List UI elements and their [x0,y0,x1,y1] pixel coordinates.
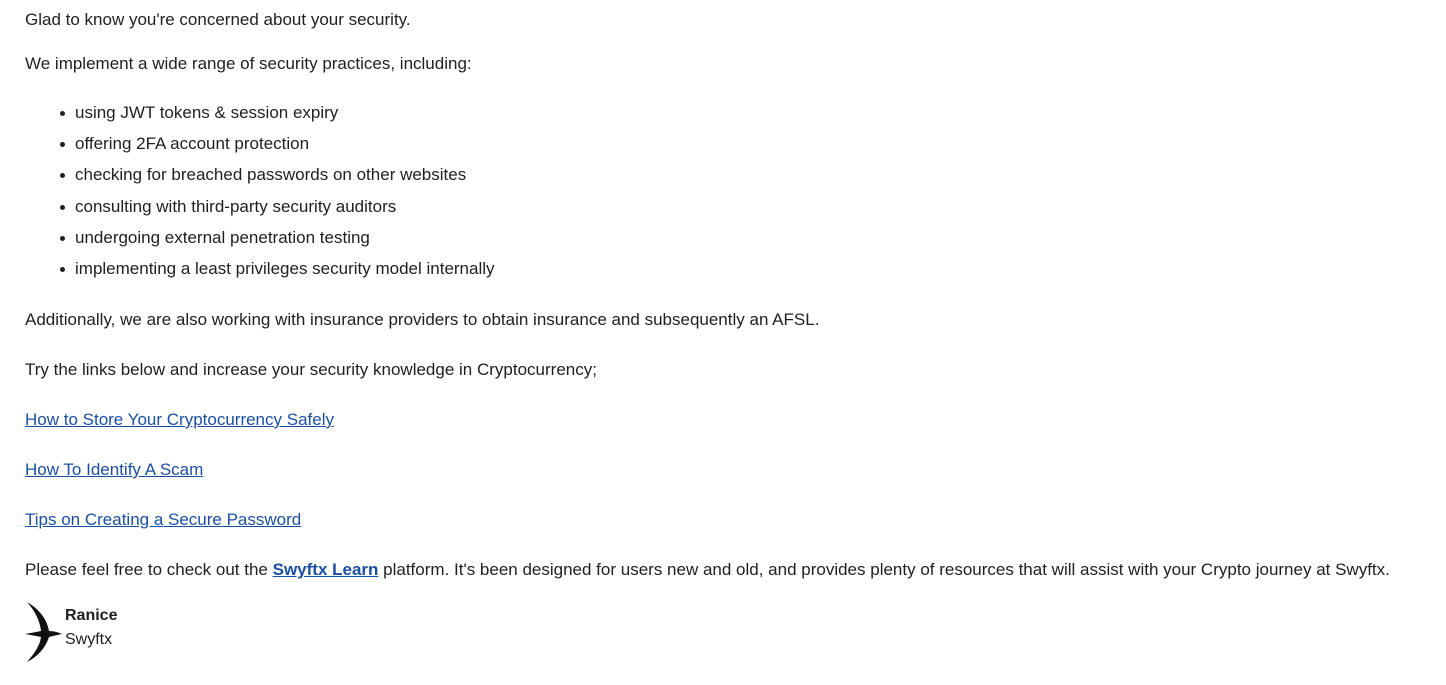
try-links-text: Try the links below and increase your security knowledge in Cryptocurrency; [25,360,597,379]
practices-lead-text: We implement a wide range of security practices, including: [25,54,472,73]
identify-scam-link[interactable]: How To Identify A Scam [25,460,204,479]
link-paragraph [25,409,334,431]
store-crypto-safely-link[interactable]: How to Store Your Cryptocurrency Safely [25,410,334,429]
security-practices-list [25,102,495,289]
list-item: implementing a least privileges security model internally [75,258,495,289]
link-paragraph [25,459,203,481]
list-item: offering 2FA account protection [75,133,495,164]
swyftx-learn-link[interactable]: Swyftx Learn [272,560,379,579]
intro-text: Glad to know you're concerned about your security. [25,10,411,29]
secure-password-link[interactable]: Tips on Creating a Secure Password [25,510,302,529]
list-item: consulting with third-party security auditors [75,196,495,227]
link-paragraph [25,509,301,531]
insurance-text: Additionally, we are also working with insurance providers to obtain insurance and subsequently an AFSL. [25,310,820,329]
learn-paragraph [25,559,1390,581]
signature-company: Swyftx [65,631,113,648]
learn-text-after: platform. It's been designed for users new and old, and provides plenty of resources that will assist with your Crypto journey at Swyftx. [378,560,1390,579]
list-item: checking for breached passwords on other websites [75,164,495,195]
list-item: using JWT tokens & session expiry [75,102,495,133]
list-item: undergoing external penetration testing [75,227,495,258]
learn-text-before: Please feel free to check out the [25,560,273,579]
swift-bird-logo-icon [25,601,63,663]
signature-name: Ranice [65,607,118,624]
